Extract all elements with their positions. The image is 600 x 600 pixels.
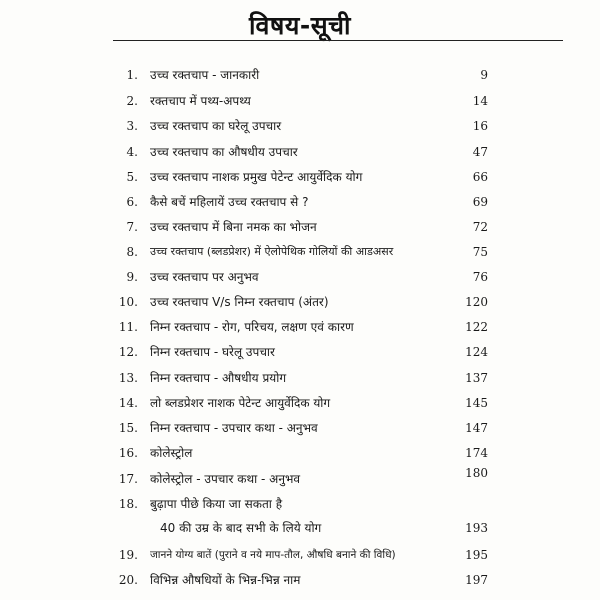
toc-entry <box>0 340 600 364</box>
entry-title: निम्न रक्तचाप - रोग, परिचय, लक्षण एवं कारण <box>150 320 354 334</box>
toc-entry <box>0 89 600 113</box>
entry-number: 12. <box>118 345 138 359</box>
entry-title: निम्न रक्तचाप - उपचार कथा - अनुभव <box>150 421 318 435</box>
entry-title: निम्न रक्तचाप - घरेलू उपचार <box>150 345 275 359</box>
page-title: विषय-सूची <box>249 11 351 40</box>
entry-number: 19. <box>118 548 138 562</box>
toc-entry <box>0 416 600 440</box>
entry-number: 13. <box>118 371 138 385</box>
entry-number: 2. <box>126 94 138 108</box>
entry-title: विभिन्न औषधियों के भिन्न-भिन्न नाम <box>150 573 301 587</box>
entry-title: कोलेस्ट्रोल <box>150 446 193 460</box>
entry-number: 3. <box>126 119 138 133</box>
entry-title: जानने योग्य बातें (पुराने व नये माप-तौल, औषधि बनाने की विधि) <box>150 549 396 561</box>
toc-entry <box>0 190 600 214</box>
entry-number: 4. <box>126 145 138 159</box>
entry-title: उच्च रक्तचाप (ब्लडप्रेशर) में ऐलोपेथिक गोलियों की आडअसर <box>150 245 394 258</box>
entry-page: 180 <box>465 466 488 480</box>
entry-title: निम्न रक्तचाप - औषधीय प्रयोग <box>150 371 287 385</box>
entry-title: लो ब्लडप्रेशर नाशक पेटेन्ट आयुर्वेदिक योग <box>150 396 331 410</box>
entry-number: 9. <box>126 270 138 284</box>
entry-number: 16. <box>118 446 138 460</box>
toc-entry <box>0 240 600 264</box>
entry-page: 145 <box>465 396 488 410</box>
entry-number: 6. <box>126 195 138 209</box>
toc-entry <box>0 63 600 87</box>
entry-page: 195 <box>465 548 488 562</box>
toc-entry <box>0 165 600 189</box>
entry-number: 8. <box>126 245 138 259</box>
entry-page: 193 <box>465 521 488 535</box>
toc-entry <box>0 543 600 567</box>
entry-title: उच्च रक्तचाप - जानकारी <box>150 68 260 82</box>
entry-page: 120 <box>465 295 488 309</box>
entry-title: उच्च रक्तचाप पर अनुभव <box>150 270 259 284</box>
entry-page: 47 <box>472 145 488 159</box>
entry-page: 9 <box>480 68 488 82</box>
entry-page: 122 <box>465 320 488 334</box>
toc-entry <box>0 492 600 540</box>
entry-page: 72 <box>472 220 488 234</box>
entry-number: 1. <box>126 68 138 82</box>
entry-page: 75 <box>472 245 488 259</box>
toc-entry <box>0 441 600 465</box>
entry-page: 124 <box>465 345 488 359</box>
toc-entry <box>0 391 600 415</box>
toc-entry <box>0 315 600 339</box>
toc-entry <box>0 265 600 289</box>
entry-title: उच्च रक्तचाप नाशक प्रमुख पेटेन्ट आयुर्वेदिक योग <box>150 170 363 184</box>
entry-title: कोलेस्ट्रोल - उपचार कथा - अनुभव <box>150 472 301 486</box>
entry-number: 11. <box>118 320 138 334</box>
entry-page: 137 <box>465 371 488 385</box>
entry-title: उच्च रक्तचाप का घरेलू उपचार <box>150 119 282 133</box>
toc-entry <box>0 215 600 239</box>
entry-number: 10. <box>118 295 138 309</box>
entry-page: 147 <box>465 421 488 435</box>
entry-number: 7. <box>126 220 138 234</box>
entry-title: उच्च रक्तचाप का औषधीय उपचार <box>150 145 298 159</box>
entry-title: बुढ़ापा पीछे किया जा सकता है <box>150 497 283 511</box>
entry-number: 20. <box>118 573 138 587</box>
entry-page: 197 <box>465 573 488 587</box>
entry-number: 14. <box>118 396 138 410</box>
toc-entry <box>0 290 600 314</box>
entry-page: 69 <box>472 195 488 209</box>
entry-title: उच्च रक्तचाप V/s निम्न रक्तचाप (अंतर) <box>150 295 329 309</box>
entry-page: 14 <box>472 94 488 108</box>
toc-entry <box>0 467 600 491</box>
toc-entry <box>0 568 600 592</box>
entry-title: उच्च रक्तचाप में बिना नमक का भोजन <box>150 220 317 234</box>
entry-page: 174 <box>465 446 488 460</box>
toc-entry <box>0 114 600 138</box>
entry-page: 66 <box>472 170 488 184</box>
entry-title: कैसे बचें महिलायें उच्च रक्तचाप से ? <box>150 195 309 209</box>
entry-page: 76 <box>472 270 488 284</box>
entry-number: 15. <box>118 421 138 435</box>
toc-entry <box>0 366 600 390</box>
entry-title: रक्तचाप में पथ्य-अपथ्य <box>150 94 251 108</box>
entry-number: 18. <box>118 497 138 511</box>
entry-page: 16 <box>472 119 488 133</box>
entry-number: 5. <box>126 170 138 184</box>
entry-number: 17. <box>118 472 138 486</box>
entry-title-continued: 40 की उम्र के बाद सभी के लिये योग <box>160 521 322 535</box>
toc-entry <box>0 140 600 164</box>
